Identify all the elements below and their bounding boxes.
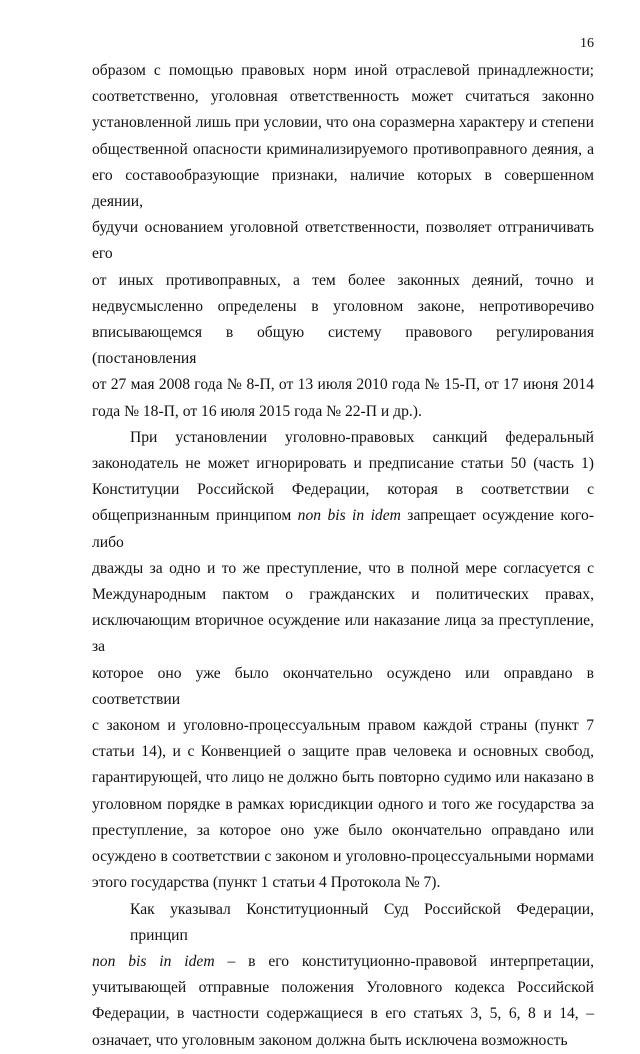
text-line: от 27 мая 2008 года № 8-П, от 13 июля 2010 года № 15-П, от 17 июня 2014 [92, 376, 594, 394]
text-line: с законом и уголовно-процессуальным правом каждой страны (пункт 7 [92, 717, 594, 735]
text-line: преступление, за которое оно уже было окончательно оправдано или [92, 821, 594, 839]
text-line: образом с помощью правовых норм иной отраслевой принадлежности; [92, 62, 594, 79]
text-line: общепризнанным принципом non bis in idem запрещает осуждение кого-либо [92, 507, 595, 551]
text-line: осуждено в соответствии с законом и уголовно-процессуальными нормами [92, 848, 594, 866]
text-line: года № 18-П, от 16 июля 2015 года № 22-П и др.). [92, 402, 422, 420]
paragraph [92, 58, 594, 425]
text-line: non bis in idem – в его конституционно-правовой интерпретации, [92, 952, 594, 970]
text-line: Конституции Российской Федерации, которая в соответствии с [92, 481, 594, 499]
text-line: будучи основанием уголовной ответственности, позволяет отграничивать его [92, 219, 594, 263]
text-line: Как указывал Конституционный Суд Российской Федерации, принцип [130, 900, 594, 944]
text-line: гарантирующей, что лицо не должно быть повторно судимо или наказано в [92, 769, 594, 787]
text-line: статьи 14), и с Конвенцией о защите прав человека и основных свобод, [92, 743, 594, 761]
text-line: общественной опасности криминализируемого противоправного деяния, а [92, 140, 594, 158]
text-line: означает, что уголовным законом должна быть исключена возможность [92, 1031, 568, 1049]
text-line: дважды за одно и то же преступление, что в полной мере согласуется с [92, 559, 594, 577]
paragraph [92, 425, 594, 897]
text-line: исключающим вторичное осуждение или наказание лица за преступление, за [92, 612, 594, 656]
text-line: При установлении уголовно-правовых санкций федеральный [130, 428, 594, 446]
text-line: законодатель не может игнорировать и предписание статьи 50 (часть 1) [92, 455, 594, 473]
text-line: которое оно уже было окончательно осуждено или оправдано в соответствии [92, 664, 594, 708]
page-number: 16 [580, 36, 594, 51]
text-line: Международным пактом о гражданских и политических правах, [92, 586, 594, 604]
text-line: недвусмысленно определены в уголовном законе, непротиворечиво [92, 297, 594, 315]
text-line: его составообразующие признаки, наличие которых в совершенном деянии, [92, 166, 594, 211]
text-line: этого государства (пункт 1 статьи 4 Протокола № 7). [92, 874, 441, 892]
text-line: соответственно, уголовная ответственность может считаться законно [92, 88, 594, 106]
text-line: Федерации, в частности содержащиеся в его статьях 3, 5, 6, 8 и 14, – [92, 1005, 594, 1023]
text-line: вписывающемся в общую систему правового регулирования (постановления [92, 324, 594, 368]
document-body [92, 58, 594, 1054]
text-line: учитывающей отправные положения Уголовного кодекса Российской [92, 979, 594, 997]
text-line: от иных противоправных, а тем более законных деяний, точно и [92, 271, 594, 289]
text-line: установленной лишь при условии, что она соразмерна характеру и степени [92, 114, 594, 132]
text-line: уголовном порядке в рамках юрисдикции одного и того же государства за [92, 795, 594, 813]
paragraph [92, 897, 594, 1054]
